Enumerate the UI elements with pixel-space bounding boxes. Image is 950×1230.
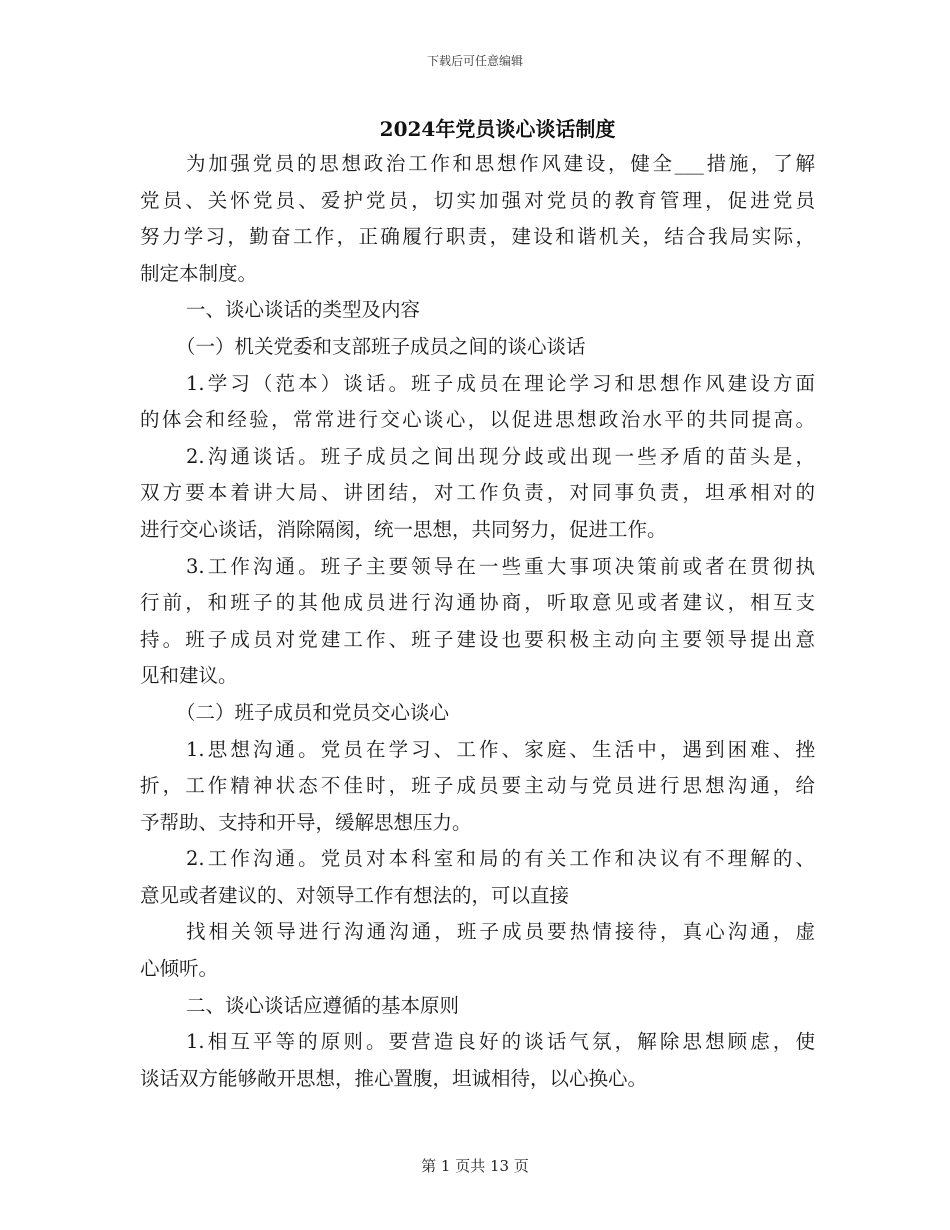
body-line: 为加强党员的思想政治工作和思想作风建设，健全___措施，了解 [186, 152, 815, 175]
section-heading: 一、谈心谈话的类型及内容 [186, 298, 421, 322]
body-line: 折，工作精神状态不佳时，班子成员要主动与党员进行思想沟通，给 [140, 774, 815, 798]
body-line: 党员、关怀党员、爱护党员，切实加强对党员的教育管理，促进党员 [140, 188, 815, 212]
document-title: 2024年党员谈心谈话制度 [379, 117, 616, 141]
body-line: 1.相互平等的原则。要营造良好的谈话气氛，解除思想顾虑，使 [186, 1030, 815, 1054]
body-line: 进行交心谈话，消除隔阂，统一思想，共同努力，促进工作。 [140, 517, 667, 541]
body-line: 予帮助、支持和开导，缓解思想压力。 [140, 810, 472, 834]
body-line: 2.工作沟通。党员对本科室和局的有关工作和决议有不理解的、 [186, 847, 815, 871]
page-header: 下载后可任意编辑 [426, 54, 523, 68]
body-line: 双方要本着讲大局、讲团结，对工作负责，对同事负责，坦承相对的 [140, 481, 815, 505]
body-line: 1.学习（范本）谈话。班子成员在理论学习和思想作风建设方面 [186, 371, 815, 395]
section-heading: 二、谈心谈话应遵循的基本原则 [186, 993, 460, 1017]
body-line: 谈话双方能够敞开思想，推心置腹，坦诚相待，以心换心。 [140, 1066, 648, 1090]
body-line: 努力学习，勤奋工作，正确履行职责，建设和谐机关，结合我局实际， [140, 225, 815, 249]
document-body [140, 146, 815, 1097]
subsection-heading: （二）班子成员和党员交心谈心 [176, 700, 450, 724]
body-line: 行前，和班子的其他成员进行沟通协商，听取意见或者建议，相互支 [140, 591, 815, 615]
body-line: 意见或者建议的、对领导工作有想法的，可以直接 [140, 883, 570, 907]
body-line: 2.沟通谈话。班子成员之间出现分歧或出现一些矛盾的苗头是， [186, 444, 815, 468]
page-footer: 第 1 页共 13 页 [421, 1157, 529, 1175]
body-line: 心倾听。 [140, 957, 219, 981]
body-line: 1.思想沟通。党员在学习、工作、家庭、生活中，遇到困难、挫 [186, 737, 815, 761]
body-line: 3.工作沟通。班子主要领导在一些重大事项决策前或者在贯彻执 [186, 554, 815, 578]
body-line: 制定本制度。 [140, 261, 258, 285]
body-line: 找相关领导进行沟通沟通，班子成员要热情接待，真心沟通，虚 [186, 920, 815, 944]
subsection-heading: （一）机关党委和支部班子成员之间的谈心谈话 [176, 334, 586, 358]
body-line: 见和建议。 [140, 664, 238, 688]
body-line: 的体会和经验，常常进行交心谈心，以促进思想政治水平的共同提高。 [140, 408, 815, 432]
body-line: 持。班子成员对党建工作、班子建设也要积极主动向主要领导提出意 [140, 627, 815, 651]
